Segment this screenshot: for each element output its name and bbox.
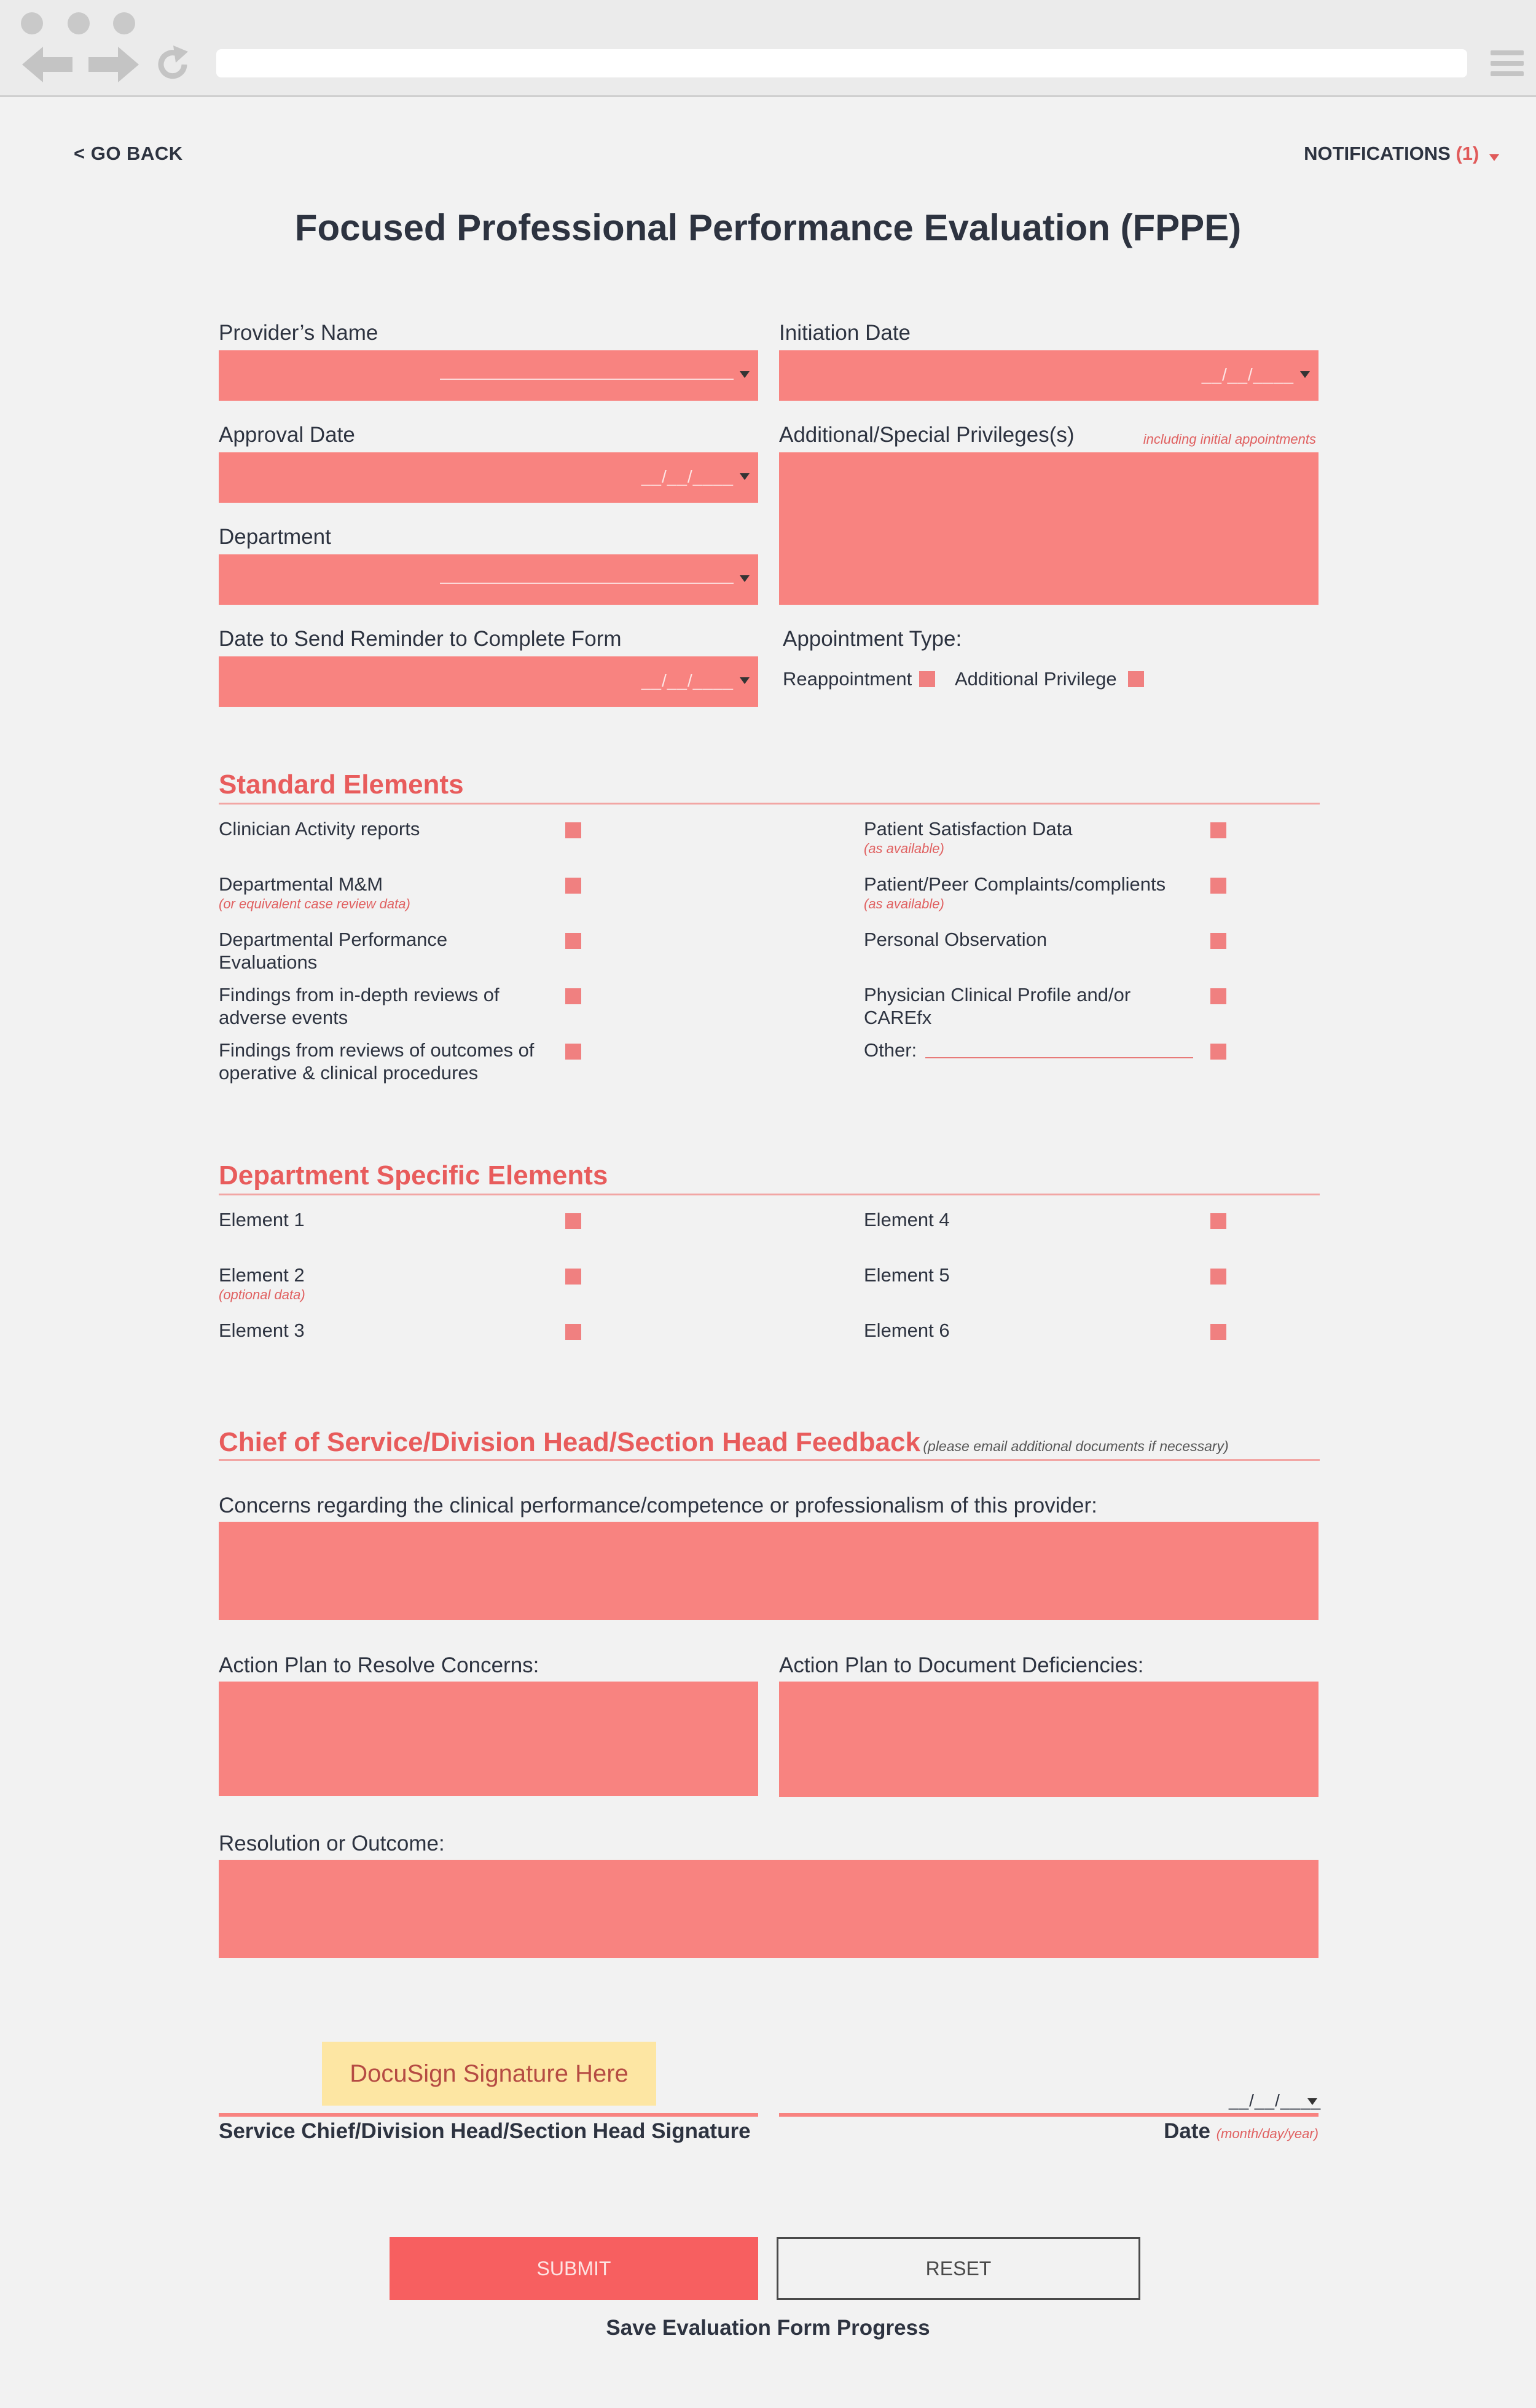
std-item-complaints: Patient/Peer Complaints/complients: [864, 873, 1166, 895]
dept-item-element-2-sub: (optional data): [219, 1287, 305, 1302]
dept-checkbox-element-1[interactable]: [565, 1213, 581, 1229]
section-divider: [219, 803, 1320, 805]
window-maximize-dot[interactable]: [113, 12, 135, 34]
reminder-date-picker[interactable]: [219, 656, 758, 707]
reappointment-label: Reappointment: [783, 668, 912, 690]
notifications-count: (1): [1456, 143, 1479, 164]
action-document-label: Action Plan to Document Deficiencies:: [779, 1653, 1144, 1677]
dept-checkbox-element-3[interactable]: [565, 1324, 581, 1340]
section-divider: [219, 1459, 1320, 1461]
std-item-clinician-activity: Clinician Activity reports: [219, 818, 420, 840]
standard-elements-title: Standard Elements: [219, 769, 464, 800]
chevron-down-icon: [740, 575, 750, 582]
dept-item-element-5: Element 5: [864, 1264, 950, 1286]
resolution-textarea[interactable]: [219, 1860, 1319, 1958]
go-back-link[interactable]: < GO BACK: [74, 143, 183, 164]
date-placeholder: __/__/____: [1201, 365, 1294, 384]
chevron-down-icon: [1489, 154, 1499, 161]
std-checkbox-departmental-mm[interactable]: [565, 878, 581, 894]
signature-date-placeholder: __/__/____: [1229, 2091, 1322, 2110]
approval-date-label: Approval Date: [219, 423, 355, 447]
date-placeholder: __/__/____: [641, 467, 734, 486]
initiation-date-label: Initiation Date: [779, 321, 911, 345]
std-checkbox-patient-satisfaction[interactable]: [1210, 822, 1226, 838]
signature-label: Service Chief/Division Head/Section Head Signature: [219, 2119, 751, 2143]
additional-privilege-label: Additional Privilege: [955, 668, 1117, 690]
dept-item-element-4: Element 4: [864, 1209, 950, 1230]
std-checkbox-personal-observation[interactable]: [1210, 933, 1226, 949]
back-arrow-icon[interactable]: [22, 47, 75, 82]
appointment-type-label: Appointment Type:: [783, 627, 962, 651]
std-item-adverse-events: Findings from in-depth reviews of adverse events: [219, 984, 500, 1028]
reset-button[interactable]: RESET: [777, 2237, 1140, 2300]
reappointment-checkbox[interactable]: [919, 671, 935, 687]
other-input[interactable]: [925, 1057, 1193, 1058]
provider-name-label: Provider’s Name: [219, 321, 378, 345]
field-underline: [440, 379, 734, 380]
department-elements-title: Department Specific Elements: [219, 1160, 608, 1190]
notifications-label: NOTIFICATIONS: [1304, 143, 1451, 164]
signature-date-label: [779, 2119, 1319, 2144]
std-item-personal-observation: Personal Observation: [864, 929, 1048, 950]
signature-line[interactable]: [219, 2113, 758, 2117]
provider-name-dropdown[interactable]: [219, 350, 758, 401]
std-checkbox-departmental-performance[interactable]: [565, 933, 581, 949]
std-item-complaints-sub: (as available): [864, 896, 944, 911]
notifications-menu[interactable]: [1304, 143, 1499, 165]
docusign-signature-button[interactable]: DocuSign Signature Here: [322, 2042, 656, 2106]
date-label: Date: [1164, 2119, 1210, 2143]
dept-item-element-3: Element 3: [219, 1320, 305, 1341]
department-dropdown[interactable]: [219, 554, 758, 605]
department-label: Department: [219, 525, 331, 549]
std-item-patient-satisfaction-sub: (as available): [864, 841, 944, 856]
dept-item-element-6: Element 6: [864, 1320, 950, 1341]
url-bar[interactable]: [216, 49, 1467, 77]
std-checkbox-adverse-events[interactable]: [565, 988, 581, 1004]
additional-privileges-label: Additional/Special Privileges(s): [779, 423, 1075, 447]
additional-privileges-textarea[interactable]: [779, 452, 1319, 605]
date-hint: (month/day/year): [1216, 2126, 1319, 2141]
dept-checkbox-element-2[interactable]: [565, 1269, 581, 1285]
reload-icon[interactable]: [152, 44, 193, 85]
feedback-heading: [219, 1427, 1229, 1458]
field-underline: [440, 583, 734, 584]
page-title: Focused Professional Performance Evaluation (FPPE): [294, 207, 1242, 248]
action-resolve-textarea[interactable]: [219, 1682, 758, 1796]
resolution-label: Resolution or Outcome:: [219, 1832, 445, 1855]
dept-checkbox-element-6[interactable]: [1210, 1324, 1226, 1340]
std-item-clinical-profile: Physician Clinical Profile and/or CAREfx: [864, 984, 1131, 1028]
chevron-down-icon: [740, 473, 750, 480]
feedback-note: (please email additional documents if necessary): [923, 1438, 1229, 1454]
forward-arrow-icon[interactable]: [86, 47, 139, 82]
browser-chrome: [0, 0, 1536, 97]
std-item-departmental-mm: Departmental M&M: [219, 873, 383, 895]
std-checkbox-complaints[interactable]: [1210, 878, 1226, 894]
window-close-dot[interactable]: [21, 12, 43, 34]
additional-privileges-hint: including initial appointments: [1143, 431, 1316, 447]
concerns-textarea[interactable]: [219, 1522, 1319, 1620]
dept-checkbox-element-5[interactable]: [1210, 1269, 1226, 1285]
approval-date-picker[interactable]: [219, 452, 758, 503]
std-item-departmental-performance: Departmental Performance Evaluations: [219, 929, 448, 973]
std-item-outcomes-reviews: Findings from reviews of outcomes of operative & clinical procedures: [219, 1039, 535, 1084]
feedback-title: Chief of Service/Division Head/Section Head Feedback: [219, 1427, 920, 1457]
dept-checkbox-element-4[interactable]: [1210, 1213, 1226, 1229]
additional-privilege-checkbox[interactable]: [1128, 671, 1144, 687]
window-minimize-dot[interactable]: [68, 12, 90, 34]
save-progress-link[interactable]: Save Evaluation Form Progress: [606, 2316, 930, 2340]
initiation-date-picker[interactable]: [779, 350, 1319, 401]
std-checkbox-other[interactable]: [1210, 1044, 1226, 1060]
std-item-patient-satisfaction: Patient Satisfaction Data: [864, 818, 1073, 840]
dept-item-element-1: Element 1: [219, 1209, 305, 1230]
section-divider: [219, 1194, 1320, 1195]
std-checkbox-clinical-profile[interactable]: [1210, 988, 1226, 1004]
signature-date-picker[interactable]: [779, 2113, 1319, 2117]
date-placeholder: __/__/____: [641, 671, 734, 690]
chevron-down-icon: [1307, 2098, 1317, 2105]
chevron-down-icon: [740, 677, 750, 684]
hamburger-menu-icon[interactable]: [1491, 50, 1524, 76]
reminder-date-label: Date to Send Reminder to Complete Form: [219, 627, 622, 651]
std-checkbox-clinician-activity[interactable]: [565, 822, 581, 838]
dept-item-element-2: Element 2: [219, 1264, 305, 1286]
concerns-label: Concerns regarding the clinical performance/competence or professionalism of this provider:: [219, 1493, 1097, 1517]
std-item-other: Other:: [864, 1039, 917, 1061]
std-item-departmental-mm-sub: (or equivalent case review data): [219, 896, 410, 911]
chevron-down-icon: [1300, 371, 1310, 378]
action-resolve-label: Action Plan to Resolve Concerns:: [219, 1653, 539, 1677]
action-document-textarea[interactable]: [779, 1682, 1319, 1797]
std-checkbox-outcomes-reviews[interactable]: [565, 1044, 581, 1060]
chevron-down-icon: [740, 371, 750, 378]
submit-button[interactable]: SUBMIT: [390, 2237, 758, 2300]
